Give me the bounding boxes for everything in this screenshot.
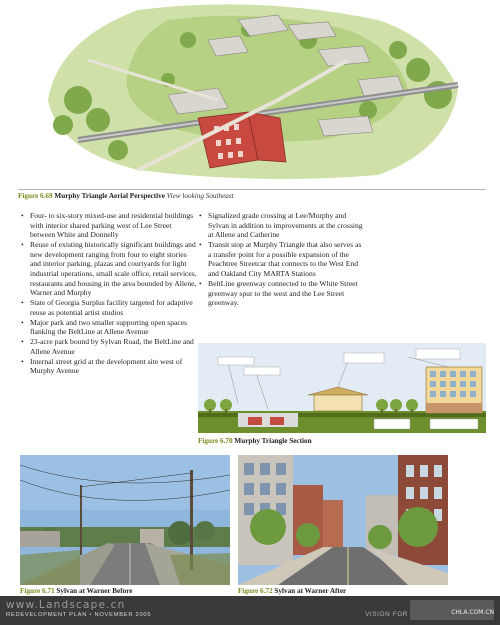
aerial-perspective-image (18, 0, 486, 187)
list-item: • Reuse of existing historically significant buildings and new development ranging from four to eight stories and interior parking, plazas and courtyards for light industrial operations, small scale office, retail services, restaurants and housing in the area bounded by Allene, Warner and Murphy (20, 240, 198, 298)
figure-number: Figure 6.70 (198, 437, 233, 445)
list-item: • Major park and two smaller supporting open spaces flanking the BeltLine at Allene Avenue (20, 318, 198, 337)
section-drawing (198, 343, 486, 433)
list-item: • Signalized grade crossing at Lee/Murphy and Sylvan in addition to improvements at the crossing at Allene and Catherine (198, 211, 366, 240)
page-footer (0, 596, 500, 625)
figure-title: Murphy Triangle Section (234, 437, 312, 445)
figure-number: Figure 6.69 (18, 192, 53, 200)
figure-title: Murphy Triangle Aerial Perspective (54, 192, 165, 200)
list-item: • State of Georgia Surplus facility targeted for adaptive reuse as potential artist studios (20, 298, 198, 317)
list-item: • Transit stop at Murphy Triangle that also serves as a transfer point for a possible expansion of the Peachtree Streetcar that connects to the West End and Oakland City MARTA Stations (198, 240, 366, 278)
figure-6-71-caption (20, 587, 132, 596)
list-item: • BeltLine greenway connected to the White Street greenway spur to the west and the Lee Street greenway. (198, 279, 366, 308)
sylvan-before-photo (20, 455, 230, 585)
list-item: • 23-acre park bound by Sylvan Road, the BeltLine and Allene Avenue (20, 337, 198, 356)
figure-title: Sylvan at Warner Before (56, 587, 133, 595)
figure-6-69-caption (18, 192, 234, 201)
figure-6-72-caption (238, 587, 346, 596)
figure-6-70-caption (198, 437, 312, 446)
watermark-text: www.Landscape.cn (6, 599, 126, 611)
footer-vision-text: VISION FOR (365, 611, 408, 618)
bullet-list-left (20, 211, 198, 376)
sylvan-after-photo (238, 455, 448, 585)
watermark-logo-text: CHLA.COM.CN (451, 609, 494, 616)
figure-number: Figure 6.72 (238, 587, 273, 595)
figure-note: View looking Southeast (166, 192, 234, 200)
figure-number: Figure 6.71 (20, 587, 55, 595)
figure-title: Sylvan at Warner After (274, 587, 347, 595)
caption-rule (18, 189, 486, 190)
footer-plan-text: REDEVELOPMENT PLAN • NOVEMBER 2005 (6, 612, 152, 618)
list-item: • Four- to six-story mixed-use and residential buildings with interior shared parking west of Lee Street between White and Donnelly (20, 211, 198, 240)
bullet-list-right (198, 211, 366, 308)
list-item: • Internal street grid at the development site west of Murphy Avenue (20, 357, 198, 376)
